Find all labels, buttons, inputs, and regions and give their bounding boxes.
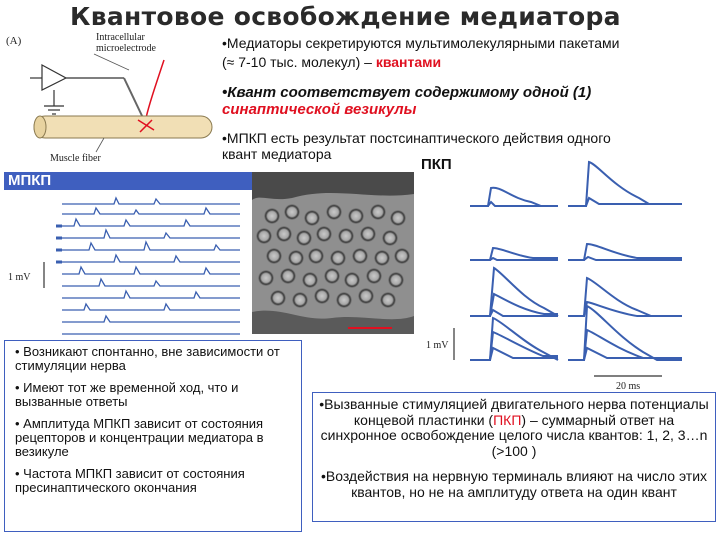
epp-traces — [418, 148, 716, 392]
bullet-vesicle-line1: •Квант соответствует содержимому одной (1) — [222, 84, 592, 101]
epp-highlight: ПКП — [493, 411, 522, 428]
bullet-quanta-line2: (≈ 7-10 тыс. молекул) – — [222, 54, 376, 70]
epp-scale-t-label: 20 ms — [616, 381, 641, 392]
electrode-diagram — [4, 30, 216, 168]
mepp-property-4: • Частота МПКП зависит от состояния пресинаптического окончания — [15, 466, 245, 495]
nerve-fiber — [146, 60, 164, 118]
bullet-mepp-line1: •МПКП есть результат постсинаптического действия одного — [222, 130, 611, 146]
mepp-scale-label: 1 mV — [8, 272, 31, 283]
quanta-highlight: квантами — [375, 54, 442, 70]
mepp-properties-box — [4, 340, 302, 532]
bullet-quanta — [222, 34, 712, 72]
electrode-label-1: Intracellular — [96, 32, 145, 43]
microelectrode — [124, 78, 144, 120]
bullet-quanta-line1: •Медиаторы секретируются мультимолекулярными пакетами — [222, 35, 620, 51]
slide-title: Квантовое освобождение медиатора — [70, 2, 621, 31]
epp-properties-box — [312, 392, 716, 522]
bullet-mepp-line2: квант медиатора — [222, 146, 332, 162]
amplifier-symbol — [42, 65, 66, 90]
electrode-label-2: microelectrode — [96, 43, 156, 54]
fiber-label: Muscle fiber — [50, 153, 101, 164]
epp-property-2: •Воздействия на нервную терминаль влияют на число этих квантов, но не на амплитуду ответа на один квант — [320, 468, 708, 500]
mepp-heading: МПКП — [4, 172, 253, 190]
bullet-vesicle — [222, 84, 717, 118]
epp-property-1: •Вызванные стимуляцией двигательного нерва потенциалы концевой пластинки (ПКП) – суммарный ответ на синхронное освобождение целого числа квантов: 1, 2, 3…n (>100 ) — [319, 396, 709, 459]
mepp-property-1: • Возникают спонтанно, вне зависимости от стимуляции нерва — [15, 344, 280, 373]
bullet-vesicle-line2: синаптической везикулы — [222, 101, 417, 118]
vesicle-micrograph — [252, 172, 414, 334]
mepp-property-2: • Имеют тот же временной ход, что и вызванные ответы — [15, 380, 239, 409]
mepp-property-3: • Амплитуда МПКП зависит от состояния рецепторов и концентрации медиатора в везикуле — [15, 416, 264, 459]
panel-label: (A) — [6, 35, 22, 47]
epp-heading: ПКП — [421, 156, 452, 173]
epp-scale-v-label: 1 mV — [426, 340, 449, 351]
muscle-fiber — [34, 116, 212, 138]
mepp-traces — [4, 192, 250, 342]
